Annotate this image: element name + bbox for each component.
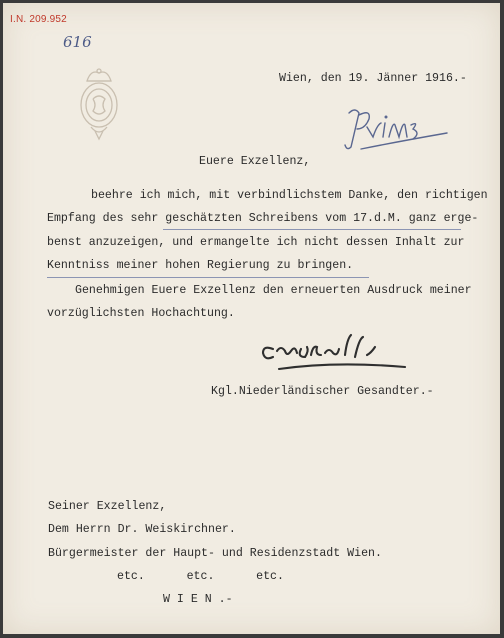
letter-sheet [3, 3, 500, 634]
address-line-4: etc. etc. etc. [117, 570, 284, 583]
body-line-6: vorzüglichsten Hochachtung. [47, 307, 235, 320]
folio-number: 616 [63, 33, 92, 51]
pencil-underline [163, 229, 461, 230]
body-line-3: benst anzuzeigen, und ermangelte ich nicht dessen Inhalt zur [47, 236, 465, 249]
address-city: W I E N .- [163, 593, 233, 606]
address-line-1: Seiner Exzellenz, [48, 500, 167, 513]
embossed-crest-icon [77, 65, 121, 143]
salutation: Euere Exzellenz, [199, 155, 311, 168]
signature-title: Kgl.Niederländischer Gesandter.- [211, 385, 434, 398]
date-line: Wien, den 19. Jänner 1916.- [279, 72, 467, 85]
ink-signature [255, 325, 415, 377]
pencil-initials-signature [341, 103, 451, 153]
address-line-2: Dem Herrn Dr. Weiskirchner. [48, 523, 236, 536]
pencil-underline [47, 277, 369, 278]
address-line-3: Bürgermeister der Haupt- und Residenzstadt Wien. [48, 547, 382, 560]
archive-number: I.N. 209.952 [10, 14, 67, 25]
body-line-5: Genehmigen Euere Exzellenz den erneuerten Ausdruck meiner [75, 284, 472, 297]
body-line-1: beehre ich mich, mit verbindlichstem Danke, den richtigen [91, 189, 488, 202]
body-line-4: Kenntniss meiner hohen Regierung zu bringen. [47, 259, 354, 272]
body-line-2: Empfang des sehr geschätzten Schreibens vom 17.d.M. ganz erge- [47, 212, 479, 225]
